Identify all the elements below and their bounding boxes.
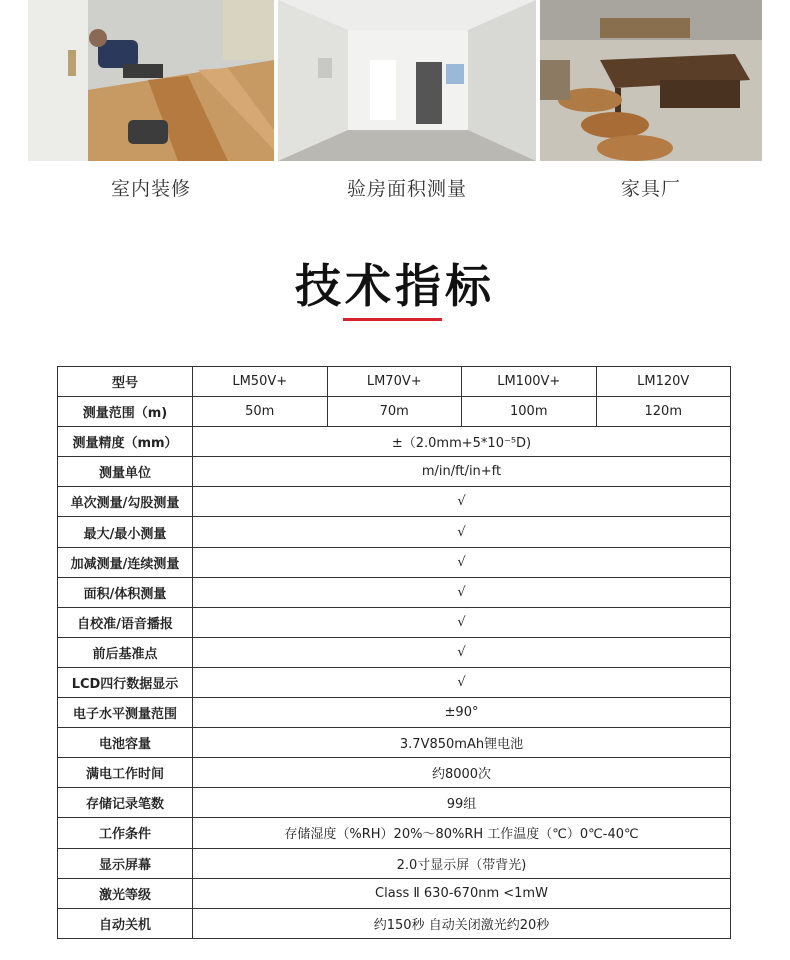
table-row-range [58, 397, 731, 427]
room-inspection-photo [278, 0, 536, 161]
row-label: 电子水平测量范围 [58, 698, 193, 728]
caption-furniture-factory: 家具厂 [620, 178, 681, 200]
table-row [58, 878, 731, 908]
model-cell: LM70V+ [327, 367, 462, 397]
row-label: 自校准/语音播报 [58, 607, 193, 637]
table-row [58, 457, 731, 487]
row-label: 激光等级 [58, 878, 193, 908]
row-label: 工作条件 [58, 818, 193, 848]
table-row [58, 848, 731, 878]
row-value: √ [193, 547, 731, 577]
table-row [58, 667, 731, 697]
row-value: m/in/ft/in+ft [193, 457, 731, 487]
table-row [58, 758, 731, 788]
row-value: ±（2.0mm+5*10⁻⁵D) [193, 427, 731, 457]
spec-table [57, 366, 731, 939]
row-value: 约8000次 [193, 758, 731, 788]
row-value: √ [193, 577, 731, 607]
row-label: 加减测量/连续测量 [58, 547, 193, 577]
table-row [58, 788, 731, 818]
table-row [58, 427, 731, 457]
row-value: 3.7V850mAh锂电池 [193, 728, 731, 758]
row-label: 前后基准点 [58, 637, 193, 667]
row-label: 面积/体积测量 [58, 577, 193, 607]
row-value: √ [193, 607, 731, 637]
interior-renovation-photo [28, 0, 274, 161]
table-row [58, 577, 731, 607]
row-value: √ [193, 667, 731, 697]
row-value: 存储湿度（%RH）20%～80%RH 工作温度（℃）0℃-40℃ [193, 818, 731, 848]
title-underline [343, 318, 442, 321]
section-title: 技术指标 [295, 259, 495, 313]
row-label: 测量精度（mm） [58, 427, 193, 457]
caption-room-inspection: 验房面积测量 [346, 178, 467, 200]
row-label: 测量范围（m) [58, 397, 193, 427]
row-label: 单次测量/勾股测量 [58, 487, 193, 517]
table-row [58, 517, 731, 547]
table-row [58, 728, 731, 758]
row-value: ±90° [193, 698, 731, 728]
row-value: Class Ⅱ 630-670nm <1mW [193, 878, 731, 908]
row-label: LCD四行数据显示 [58, 667, 193, 697]
row-label: 满电工作时间 [58, 758, 193, 788]
table-row [58, 637, 731, 667]
row-label: 存储记录笔数 [58, 788, 193, 818]
application-photos [28, 0, 762, 161]
table-row [58, 818, 731, 848]
table-row [58, 908, 731, 938]
row-label: 显示屏幕 [58, 848, 193, 878]
range-cell: 50m [193, 397, 328, 427]
table-row [58, 487, 731, 517]
row-value: √ [193, 487, 731, 517]
row-value: 2.0寸显示屏（带背光) [193, 848, 731, 878]
row-label: 型号 [58, 367, 193, 397]
range-cell: 70m [327, 397, 462, 427]
table-row-model [58, 367, 731, 397]
row-label: 最大/最小测量 [58, 517, 193, 547]
row-value: √ [193, 637, 731, 667]
row-value: 99组 [193, 788, 731, 818]
table-row [58, 698, 731, 728]
row-value: √ [193, 517, 731, 547]
model-cell: LM120V [596, 367, 731, 397]
model-cell: LM100V+ [462, 367, 597, 397]
row-label: 自动关机 [58, 908, 193, 938]
row-label: 电池容量 [58, 728, 193, 758]
range-cell: 100m [462, 397, 597, 427]
model-cell: LM50V+ [193, 367, 328, 397]
table-row [58, 607, 731, 637]
row-value: 约150秒 自动关闭激光约20秒 [193, 908, 731, 938]
range-cell: 120m [596, 397, 731, 427]
table-row [58, 547, 731, 577]
furniture-factory-photo [540, 0, 762, 161]
caption-interior-renovation: 室内装修 [110, 178, 191, 200]
row-label: 测量单位 [58, 457, 193, 487]
